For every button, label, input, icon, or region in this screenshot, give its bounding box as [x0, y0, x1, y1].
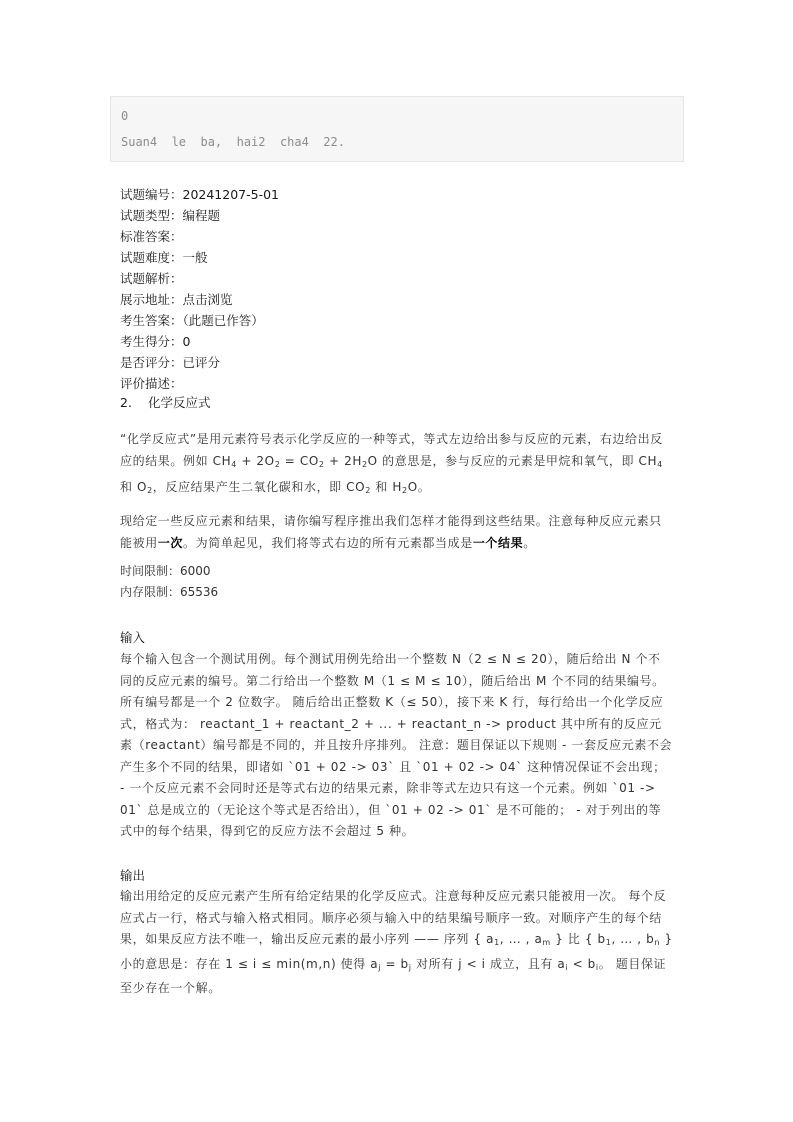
code-block	[110, 96, 684, 162]
meta-score: 考生得分：0	[120, 334, 191, 349]
meta-analysis: 试题解析：	[120, 271, 183, 286]
meta-display[interactable]: 展示地址：点击浏览	[120, 292, 233, 307]
intro-paragraph-2: 现给定一些反应元素和结果，请你编写程序推出我们怎样才能得到这些结果。注意每种反应元素只能被用一次。为简单起见，我们将等式右边的所有元素都当成是一个结果。	[120, 514, 662, 550]
meta-std-answer: 标准答案：	[120, 229, 183, 244]
meta-difficulty: 试题难度：一般	[120, 250, 208, 265]
meta-graded: 是否评分：已评分	[120, 355, 221, 370]
question-number: 2.	[120, 395, 132, 410]
intro-paragraph-1: “化学反应式”是用元素符号表示化学反应的一种等式，等式左边给出参与反应的元素，右边给出反应的结果。例如 $CH_4 + 2O_2 = CO_2 + 2H_2O$ 的意思是，参与反应的元素是甲烷和氧气，即 $CH_4$ 和 $O_2$，反应结果产生二氧化碳和水，即 $CO_2$ 和 $H_2O$。	[120, 432, 663, 495]
output-heading: 输出	[120, 868, 146, 883]
time-limit: 时间限制：6000	[120, 564, 211, 578]
meta-review: 评价描述：	[120, 376, 183, 391]
meta-type: 试题类型：编程题	[120, 208, 221, 223]
question-title-text: 化学反应式	[148, 395, 211, 410]
limits	[120, 561, 218, 603]
input-description: 每个输入包含一个测试用例。每个测试用例先给出一个整数 N（2 ≤ N ≤ 20），随后给出 N 个不同的反应元素的编号。第二行给出一个整数 M（1 ≤ M ≤ 10），随后给出 M 个不同的结果编号。所有编号都是一个 2 位数字。 随后给出正整数 K（≤ 50），接下来 K 行，每行给出一个化学反应式，格式为： reactant_1 + reactant_2 + ... + reactant_n -> product 其中所有的反应元素（reactant）编号都是不同的，并且按升序排列。 注意：题目保证以下规则 - 一套反应元素不会产生多个不同的结果，即诸如 `01 + 02 -> 03` 且 `01 + 02 -> 04` 这种情况保证不会出现； - 一个反应元素不会同时还是等式右边的结果元素，除非等式左边只有这一个元素。例如 `01 -> 01` 总是成立的（无论这个等式是否给出），但 `01 + 02 -> 01` 是不可能的； - 对于列出的等式中的每个结果，得到它的反应方法不会超过 5 种。	[120, 652, 673, 838]
question-title	[120, 393, 211, 411]
question-meta	[120, 184, 279, 394]
meta-student-answer: 考生答案：（此题已作答）	[120, 313, 264, 328]
input-heading: 输入	[120, 630, 146, 645]
code-line-1: 0	[121, 109, 129, 123]
memory-limit: 内存限制：65536	[120, 585, 219, 599]
meta-id: 试题编号：20241207-5-01	[120, 187, 280, 202]
code-line-2: Suan4 le ba, hai2 cha4 22.	[121, 135, 345, 149]
output-description: 输出用给定的反应元素产生所有给定结果的化学反应式。注意每种反应元素只能被用一次。 每个反应式占一行，格式与输入格式相同。顺序必须与输入中的结果编号顺序一致。对顺序产生的每个结果，如果反应方法不唯一，输出反应元素的最小序列 —— 序列 { $a_1$, … , $a_m$ } 比 { $b_1$, … , $b_n$ } 小的意思是：存在 1 ≤ i ≤ min(m,n) 使得 $a_j = b_j$ 对所有 j < i 成立，且有 $a_i < b_i$。 题目保证至少存在一个解。	[120, 889, 673, 995]
